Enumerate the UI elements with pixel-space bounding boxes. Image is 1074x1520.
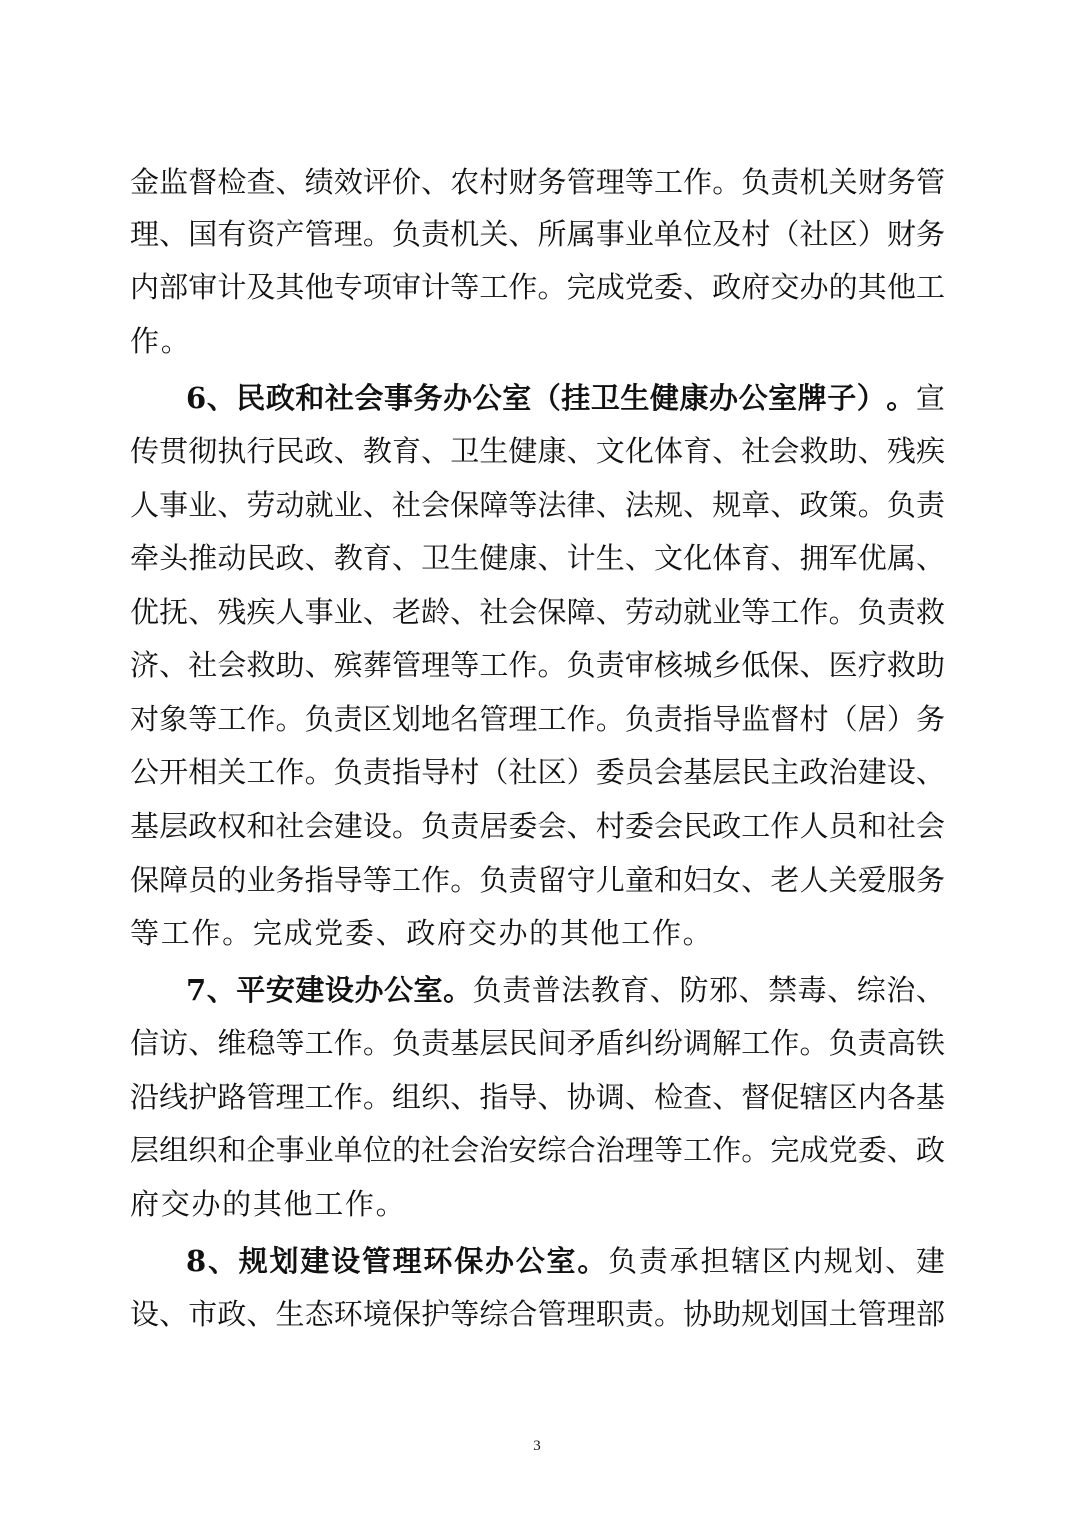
paragraph-line: 济 、 社 会 救 助 、 殡 葬 管 理 等 工 作 。 负 责 审 核 城 乡 低 保 、 医 疗 救 助 bbox=[130, 648, 945, 682]
paragraph-line: 层 组 织 和 企 事 业 单 位 的 社 会 治 安 综 合 治 理 等 工 作 。 完 成 党 委 、 政 bbox=[130, 1133, 945, 1167]
paragraph-line: 设 、 市 政 、 生 态 环 境 保 护 等 综 合 管 理 职 责 。 协 助 规 划 国 土 管 理 部 bbox=[130, 1297, 945, 1331]
paragraph-line: 府 交 办 的 其 他 工 作 。 bbox=[130, 1187, 405, 1221]
paragraph-line: 对 象 等 工 作 。 负 责 区 划 地 名 管 理 工 作 。 负 责 指 导 监 督 村 （ 居 ） 务 bbox=[130, 702, 945, 736]
paragraph-line: 传 贯 彻 执 行 民 政 、 教 育 、 卫 生 健 康 、 文 化 体 育 、 社 会 救 助 、 残 疾 bbox=[130, 434, 945, 468]
paragraph-line: 作 。 bbox=[130, 324, 190, 358]
paragraph-line: 内 部 审 计 及 其 他 专 项 审 计 等 工 作 。 完 成 党 委 、 政 府 交 办 的 其 他 工 bbox=[130, 270, 945, 304]
paragraph-line: 金 监 督 检 查 、 绩 效 评 价 、 农 村 财 务 管 理 等 工 作 。 负 责 机 关 财 务 管 bbox=[130, 165, 945, 199]
paragraph-line: 牵 头 推 动 民 政 、 教 育 、 卫 生 健 康 、 计 生 、 文 化 体 育 、 拥 军 优 属 、 bbox=[130, 541, 945, 575]
paragraph-line: 沿 线 护 路 管 理 工 作 。 组 织 、 指 导 、 协 调 、 检 查 、 督 促 辖 区 内 各 基 bbox=[130, 1080, 945, 1114]
paragraph-line: 人 事 业 、 劳 动 就 业 、 社 会 保 障 等 法 律 、 法 规 、 规 章 、 政 策 。 负 责 bbox=[130, 488, 945, 522]
paragraph-line: 理 、 国 有 资 产 管 理 。 负 责 机 关 、 所 属 事 业 单 位 及 村 （ 社 区 ） 财 务 bbox=[130, 217, 945, 251]
paragraph-line: 信 访 、 维 稳 等 工 作 。 负 责 基 层 民 间 矛 盾 纠 纷 调 解 工 作 。 负 责 高 铁 bbox=[130, 1026, 945, 1060]
section-heading-line: 7 、 平 安 建 设 办 公 室 。 负 责 普 法 教 育 、 防 邪 、 禁 毒 、 综 治 、 bbox=[186, 973, 945, 1007]
page-number: 3 bbox=[533, 1438, 541, 1454]
section-heading-line: 8 、 规 划 建 设 管 理 环 保 办 公 室 。 负 责 承 担 辖 区 内 规 划 、 建 bbox=[186, 1244, 945, 1278]
paragraph-line: 基 层 政 权 和 社 会 建 设 。 负 责 居 委 会 、 村 委 会 民 政 工 作 人 员 和 社 会 bbox=[130, 809, 945, 843]
paragraph-line: 保 障 员 的 业 务 指 导 等 工 作 。 负 责 留 守 儿 童 和 妇 女 、 老 人 关 爱 服 务 bbox=[130, 863, 945, 897]
section-heading-line: 6 、 民 政 和 社 会 事 务 办 公 室 （ 挂 卫 生 健 康 办 公 室 牌 子 ） 。 宣 bbox=[186, 381, 945, 415]
paragraph-line: 优 抚 、 残 疾 人 事 业 、 老 龄 、 社 会 保 障 、 劳 动 就 业 等 工 作 。 负 责 救 bbox=[130, 595, 945, 629]
paragraph-line: 公 开 相 关 工 作 。 负 责 指 导 村 （ 社 区 ） 委 员 会 基 层 民 主 政 治 建 设 、 bbox=[130, 755, 945, 789]
paragraph-line: 等 工 作 。 完 成 党 委 、 政 府 交 办 的 其 他 工 作 。 bbox=[130, 916, 712, 950]
